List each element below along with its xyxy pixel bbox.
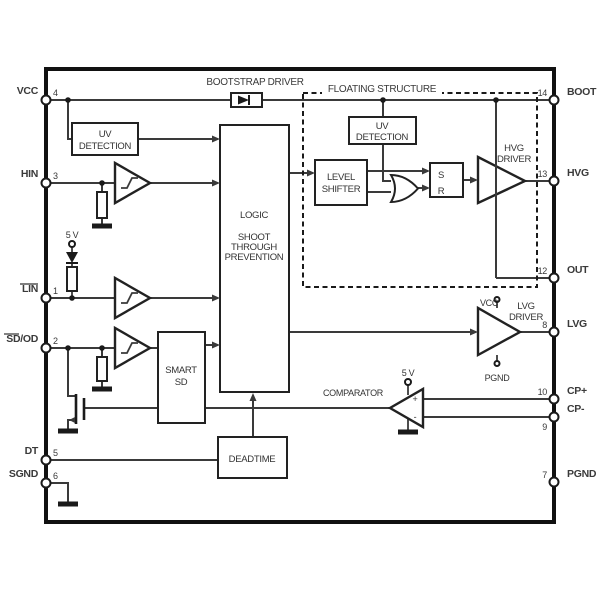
arrowhead	[212, 295, 220, 302]
junction-dot	[380, 97, 386, 103]
arrowhead	[422, 168, 430, 175]
pin-12-out-terminal	[550, 274, 559, 283]
wire-mosfet-drain	[68, 348, 76, 396]
pin-2-sdod-terminal	[42, 344, 51, 353]
pin-number-1: 1	[53, 286, 58, 296]
smart-sd-line1: SMART	[165, 365, 197, 376]
bootstrap-driver-label: BOOTSTRAP DRIVER	[206, 77, 304, 88]
pin-number-8: 8	[542, 320, 547, 330]
lvg-driver-line1: LVG	[517, 301, 535, 312]
hvg-driver-line1: HVG	[504, 143, 524, 154]
hvg-driver-line2: DRIVER	[496, 154, 532, 165]
pin-label-out: OUT	[567, 264, 589, 276]
pin-label-lin: LIN	[21, 283, 38, 295]
pin-number-10: 10	[537, 387, 547, 397]
comparator-minus-sign: -	[413, 412, 417, 422]
wire-uv-float-to-or	[383, 144, 391, 181]
lvg-vcc-label: VCC	[479, 298, 499, 308]
comparator-plus-sign: +	[412, 394, 418, 404]
pin-number-9: 9	[542, 422, 547, 432]
junction-dot	[99, 345, 105, 351]
pin-number-7: 7	[542, 470, 547, 480]
pin-label-lvg: LVG	[567, 318, 587, 330]
mosfet-source-arrow	[69, 417, 75, 423]
arrowhead	[250, 393, 257, 401]
deadtime-label: DEADTIME	[228, 454, 276, 465]
comparator-triangle	[390, 389, 423, 427]
or-gate	[391, 175, 418, 202]
uv-detection-float-line1: UV	[375, 121, 389, 132]
lin-5v-label: 5 V	[65, 230, 79, 240]
arrowhead	[212, 342, 220, 349]
arrowhead	[307, 170, 315, 177]
logic-line2: SHOOT	[237, 232, 271, 243]
pin-10-cpplus-terminal	[550, 395, 559, 404]
pin-number-6: 6	[53, 471, 58, 481]
pin-label-hin: HIN	[20, 168, 38, 180]
sr-latch-reset-label: R	[437, 186, 445, 197]
pin-6-sgnd-terminal	[42, 479, 51, 488]
resistor-lin-pullup	[67, 267, 77, 291]
arrowhead	[212, 180, 220, 187]
floating-structure-label: FLOATING STRUCTURE	[327, 84, 437, 95]
uv-detection-low-line2: DETECTION	[78, 141, 132, 152]
pin-8-lvg-terminal	[550, 328, 559, 337]
logic-line4: PREVENTION	[224, 252, 284, 263]
junction-dot	[99, 180, 105, 186]
pin-number-3: 3	[53, 171, 58, 181]
schmitt-buffer-lin	[115, 278, 150, 318]
lvg-pgnd-label: PGND	[484, 373, 510, 383]
pin-number-13: 13	[537, 169, 547, 179]
diode-lin-clamp	[66, 252, 78, 263]
logic-line1: LOGIC	[239, 210, 269, 221]
pin-number-4: 4	[53, 88, 58, 98]
logic-line3: THROUGH	[231, 242, 277, 253]
pin-label-cpplus: CP+	[567, 385, 587, 397]
uv-detection-low-line1: UV	[98, 129, 112, 140]
lvg-pgnd-terminal	[495, 361, 500, 366]
smart-sd-line2: SD	[174, 377, 188, 388]
schmitt-buffer-sd	[115, 328, 150, 368]
pin-3-hin-terminal	[42, 179, 51, 188]
pin-number-14: 14	[537, 88, 547, 98]
pin-label-cpminus: CP-	[567, 403, 585, 415]
pin-number-2: 2	[53, 336, 58, 346]
pin-label-dt: DT	[24, 445, 38, 457]
comparator-label: COMPARATOR	[322, 388, 384, 398]
supply-node-5v-lin	[69, 241, 75, 247]
pin-label-sgnd: SGND	[8, 468, 38, 480]
comparator-5v-terminal	[405, 379, 411, 385]
sr-latch-block	[430, 163, 463, 197]
pin-13-hvg-terminal	[550, 177, 559, 186]
schmitt-buffer-hin	[115, 163, 150, 203]
arrowhead	[212, 136, 220, 143]
pin-14-boot-terminal	[550, 96, 559, 105]
pin-7-pgnd-terminal	[550, 478, 559, 487]
pin-9-cpminus-terminal	[550, 413, 559, 422]
arrowhead	[422, 185, 430, 192]
pin-number-5: 5	[53, 448, 58, 458]
resistor-sd-pulldown	[97, 357, 107, 381]
pin-5-dt-terminal	[42, 456, 51, 465]
pin-label-sdod: SD/OD	[6, 333, 38, 345]
level-shifter-line1: LEVEL	[326, 172, 356, 183]
junction-dot	[65, 97, 71, 103]
junction-dot	[493, 97, 499, 103]
junction-dot	[65, 345, 71, 351]
lvg-driver-line2: DRIVER	[508, 312, 544, 323]
pin-1-lin-terminal	[42, 294, 51, 303]
level-shifter-line2: SHIFTER	[321, 184, 361, 195]
junction-dot	[69, 295, 75, 301]
comparator-5v-label: 5 V	[401, 368, 415, 378]
sr-latch-set-label: S	[437, 170, 445, 181]
pin-label-boot: BOOT	[567, 86, 597, 98]
uv-detection-float-line2: DETECTION	[355, 132, 409, 143]
pin-number-12: 12	[537, 266, 547, 276]
pin-4-vcc-terminal	[42, 96, 51, 105]
pin-label-vcc: VCC	[16, 85, 38, 97]
pin-label-hvg: HVG	[567, 167, 589, 179]
resistor-hin-pulldown	[97, 192, 107, 218]
pin-label-pgnd: PGND	[567, 468, 597, 480]
